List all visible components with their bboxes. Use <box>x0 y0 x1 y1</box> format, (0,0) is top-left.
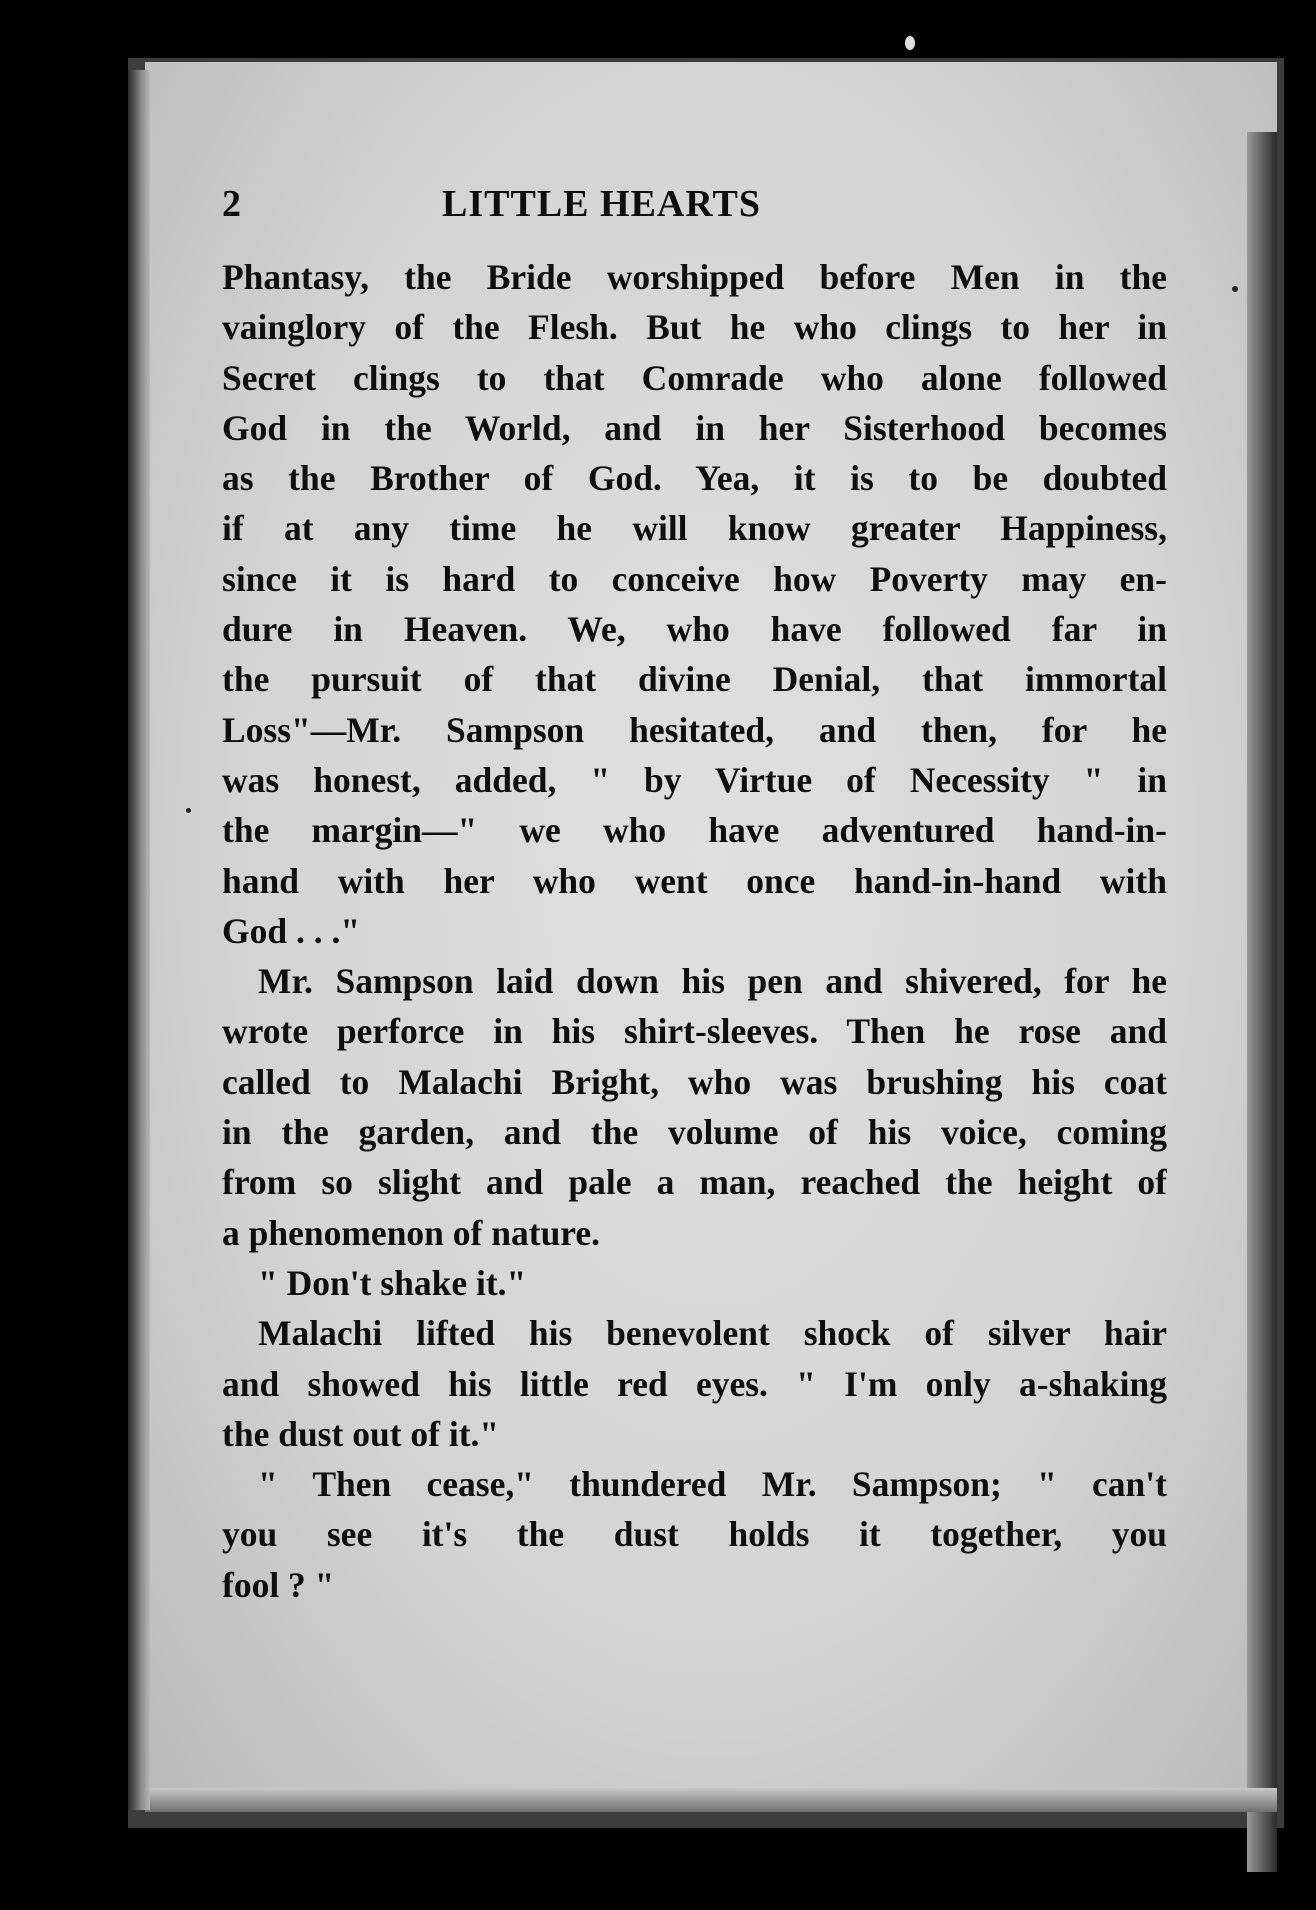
page-edge-left <box>128 70 150 1810</box>
running-head-title: LITTLE HEARTS <box>442 183 761 225</box>
text-line: and showed his little red eyes. " I'm only a-shaking <box>222 1363 1167 1404</box>
text-line: the pursuit of that divine Denial, that immortal <box>222 659 1167 700</box>
text-line: in the garden, and the volume of his voice, coming <box>222 1112 1167 1153</box>
text-line: Secret clings to that Comrade who alone followed <box>222 357 1167 398</box>
text-line: Malachi lifted his benevolent shock of silver hair <box>258 1313 1167 1354</box>
page-edge-right <box>1247 132 1277 1872</box>
text-line: vainglory of the Flesh. But he who clings to her in <box>222 307 1167 348</box>
text-line: " Then cease," thundered Mr. Sampson; " can't <box>258 1464 1167 1505</box>
text-line: " Don't shake it." <box>258 1262 527 1303</box>
text-line: you see it's the dust holds it together, you <box>222 1514 1167 1555</box>
body-text <box>222 252 1167 1610</box>
text-line: the margin—" we who have adventured hand-in- <box>222 810 1167 851</box>
text-line: if at any time he will know greater Happiness, <box>222 508 1167 549</box>
scan-speck <box>1232 286 1238 292</box>
text-line: Loss"—Mr. Sampson hesitated, and then, for he <box>222 709 1167 750</box>
text-line: called to Malachi Bright, who was brushing his coat <box>222 1061 1167 1102</box>
text-line: God in the World, and in her Sisterhood becomes <box>222 407 1167 448</box>
text-line: from so slight and pale a man, reached the height of <box>222 1162 1167 1203</box>
text-line: fool ? " <box>222 1564 335 1605</box>
page-bottom-edge <box>145 1788 1277 1812</box>
page-number: 2 <box>222 183 241 225</box>
running-head <box>222 182 922 234</box>
text-line: as the Brother of God. Yea, it is to be doubted <box>222 458 1167 499</box>
text-line: Phantasy, the Bride worshipped before Men in the <box>222 257 1167 297</box>
scan-speck <box>186 808 191 813</box>
text-line: a phenomenon of nature. <box>222 1212 601 1253</box>
text-line: dure in Heaven. We, who have followed far in <box>222 609 1167 650</box>
text-line: since it is hard to conceive how Poverty may en- <box>222 558 1167 599</box>
text-line: wrote perforce in his shirt-sleeves. Then he rose and <box>222 1011 1167 1052</box>
text-line: God . . ." <box>222 910 361 951</box>
text-line: was honest, added, " by Virtue of Necessity " in <box>222 759 1167 800</box>
text-line: the dust out of it." <box>222 1413 500 1454</box>
text-line: hand with her who went once hand-in-hand with <box>222 860 1167 901</box>
text-line: Mr. Sampson laid down his pen and shivered, for he <box>258 961 1167 1002</box>
scan-speck <box>905 36 915 50</box>
